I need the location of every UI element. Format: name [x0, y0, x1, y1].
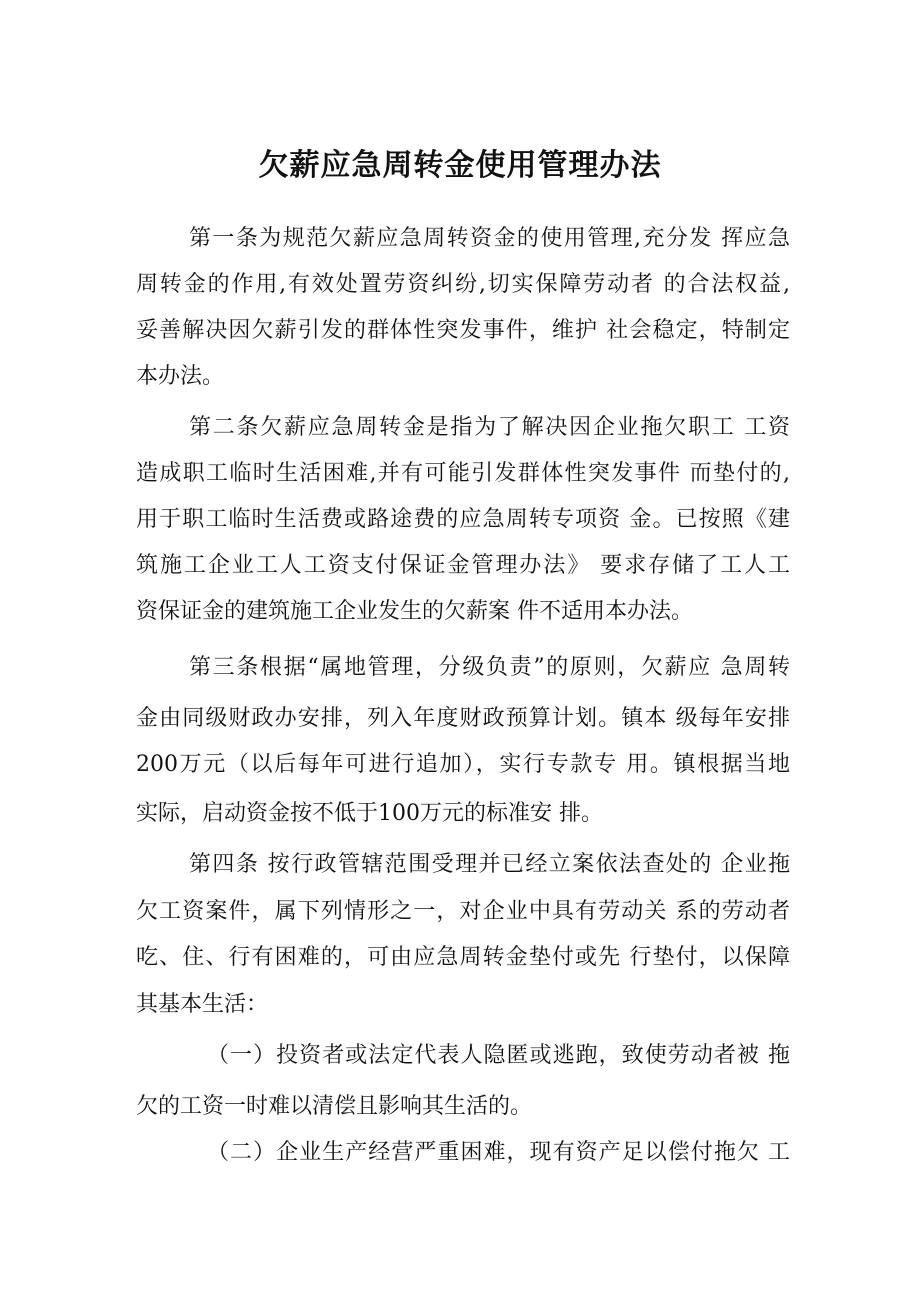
- article-4-line-3: 吃、住、行有困难的，可由应急周转金垫付或先 行垫付，以保障: [136, 945, 790, 970]
- article-2-line-3: 用于职工临时生活费或路途费的应急周转专项资 金。已按照《建: [136, 507, 790, 532]
- article-4-line-1: 第四条 按行政管辖范围受理并已经立案依法查处的 企业拖: [189, 852, 790, 877]
- item-2-line-1: （二）企业生产经营严重困难，现有资产足以偿付拖欠 工: [207, 1140, 790, 1165]
- article-1-line-2: 周转金的作用,有效处置劳资纠纷,切实保障劳动者 的合法权益,: [136, 272, 790, 297]
- article-2-line-5: 资保证金的建筑施工企业发生的欠薪案 件不适用本办法。: [136, 599, 693, 624]
- item-1-line-2: 欠的工资一时难以清偿且影响其生活的。: [136, 1094, 533, 1119]
- article-1-line-3: 妥善解决因欠薪引发的群体性突发事件，维护 社会稳定，特制定: [136, 318, 790, 343]
- article-1-line-4: 本办法。: [136, 364, 225, 389]
- article-4-line-2: 欠工资案件，属下列情形之一，对企业中具有劳动关 系的劳动者: [136, 899, 790, 924]
- article-2-line-1: 第二条欠薪应急周转金是指为了解决因企业拖欠职工 工资: [189, 415, 790, 440]
- article-3-line-2: 金由同级财政办安排，列入年度财政预算计划。镇本 级每年安排: [136, 706, 790, 731]
- article-3-line-1: 第三条根据“属地管理，分级负责”的原则，欠薪应 急周转: [189, 655, 790, 680]
- article-2-line-4: 筑施工企业工人工资支付保证金管理办法》 要求存储了工人工: [136, 553, 790, 578]
- article-3-line-3: 200万元（以后每年可进行追加），实行专款专 用。镇根据当地: [136, 752, 790, 777]
- article-2-line-2: 造成职工临时生活困难,并有可能引发群体性突发事件 而垫付的,: [136, 461, 790, 486]
- document-title: 欠薪应急周转金使用管理办法: [258, 148, 662, 183]
- article-3-line-4: 实际，启动资金按不低于100万元的标准安 排。: [136, 801, 603, 826]
- article-1-line-1: 第一条为规范欠薪应急周转资金的使用管理,充分发 挥应急: [189, 226, 790, 251]
- article-4-line-4: 其基本生活：: [136, 992, 269, 1017]
- item-1-line-1: （一）投资者或法定代表人隐匿或逃跑，致使劳动者被 拖: [207, 1043, 790, 1068]
